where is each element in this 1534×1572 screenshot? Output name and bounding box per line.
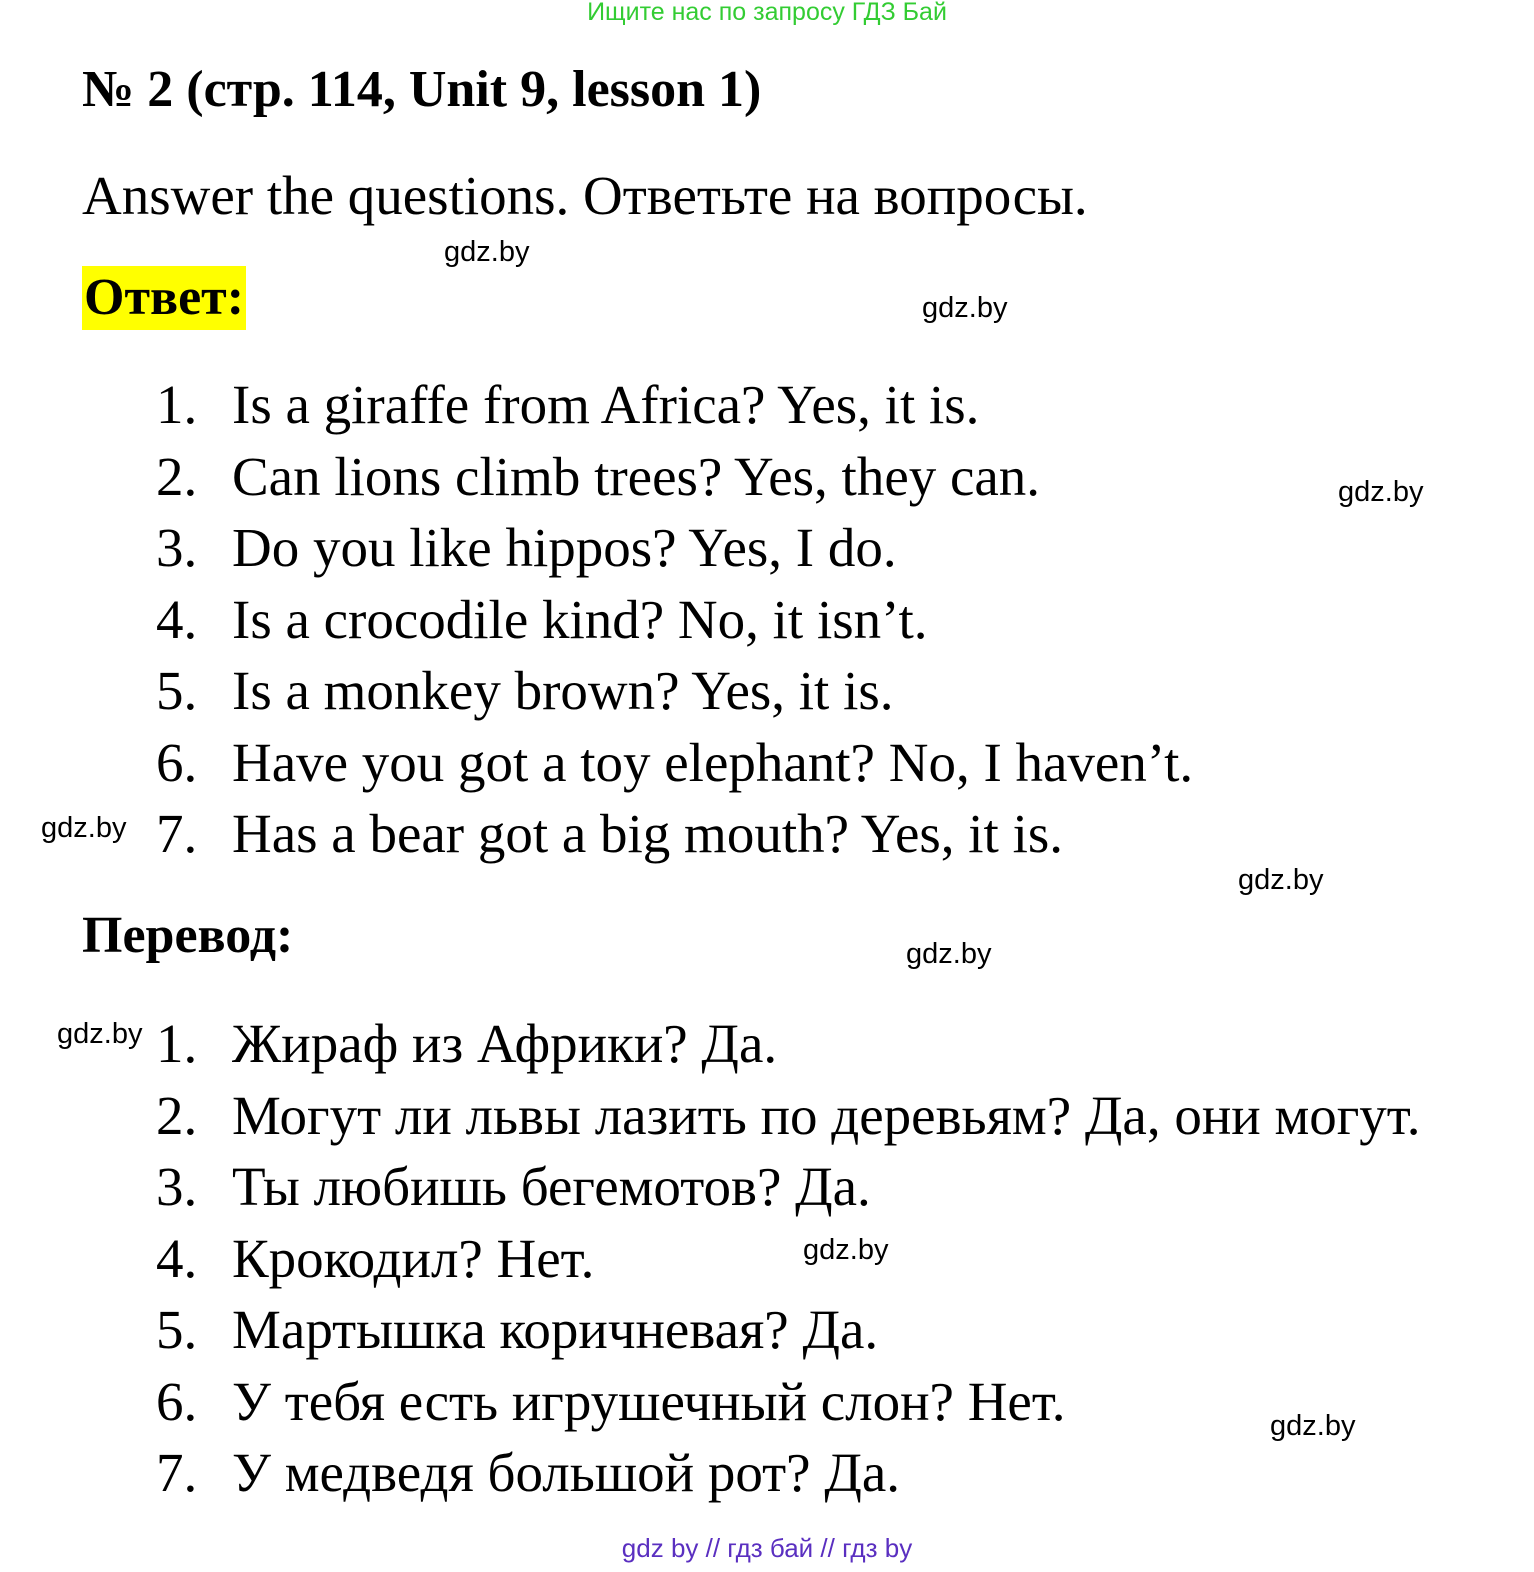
list-item [156,1080,1420,1152]
watermark: gdz.by [922,292,1008,324]
translation-heading: Перевод: [82,907,294,964]
watermark: gdz.by [1338,476,1424,508]
item-text: Have you got a toy elephant? No, I haven’t. [232,731,1194,793]
list-item [156,1366,1420,1438]
item-text: Крокодил? Нет. [232,1227,595,1289]
item-text: Is a giraffe from Africa? Yes, it is. [232,374,980,435]
watermark: gdz.by [41,812,127,844]
answer-heading: Ответ: [82,266,246,330]
watermark: gdz.by [803,1234,889,1266]
item-text: Жираф из Африки? Да. [232,1013,778,1074]
item-number: 1. [156,1013,198,1074]
search-hint-banner: Ищите нас по запросу ГДЗ Бай [587,0,947,26]
item-number: 2. [156,445,198,507]
list-item [156,1294,1420,1366]
item-text: У тебя есть игрушечный слон? Нет. [232,1370,1066,1432]
item-text: Is a monkey brown? Yes, it is. [232,660,894,721]
item-text: Can lions climb trees? Yes, they can. [232,445,1041,507]
task-instruction: Answer the questions. Ответьте на вопросы. [82,165,1088,226]
task-title: № 2 (стр. 114, Unit 9, lesson 1) [82,61,762,118]
item-number: 3. [156,517,198,578]
list-item [156,1437,1420,1509]
watermark: gdz.by [1270,1410,1356,1442]
item-number: 2. [156,1084,198,1146]
list-item [156,798,1193,870]
list-item [156,1223,1420,1295]
list-item [156,369,1193,441]
list-item [156,727,1193,799]
watermark: gdz.by [57,1018,143,1050]
list-item [156,441,1193,513]
item-text: Мартышка коричневая? Да. [232,1299,879,1360]
item-text: Has a bear got a big mouth? Yes, it is. [232,803,1064,864]
item-number: 5. [156,1299,198,1360]
item-number: 1. [156,374,198,435]
item-number: 6. [156,731,198,793]
watermark: gdz.by [1238,864,1324,896]
item-number: 3. [156,1156,198,1217]
watermark: gdz.by [444,236,530,268]
item-text: Ты любишь бегемотов? Да. [232,1156,871,1217]
list-item [156,584,1193,656]
answers-list [156,369,1193,870]
item-text: Do you like hippos? Yes, I do. [232,517,897,578]
item-text: Могут ли львы лазить по деревьям? Да, они могут. [232,1084,1421,1146]
list-item [156,1151,1420,1223]
translation-list [156,1008,1420,1509]
watermark: gdz.by [906,938,992,970]
footer-links: gdz by // гдз бай // гдз by [621,1533,913,1563]
item-number: 7. [156,803,198,864]
list-item [156,655,1193,727]
item-number: 7. [156,1442,198,1503]
item-text: У медведя большой рот? Да. [232,1442,901,1503]
item-number: 6. [156,1370,198,1432]
list-item [156,512,1193,584]
item-number: 4. [156,588,198,650]
item-number: 4. [156,1227,198,1289]
list-item [156,1008,1420,1080]
item-number: 5. [156,660,198,721]
item-text: Is a crocodile kind? No, it isn’t. [232,588,928,650]
